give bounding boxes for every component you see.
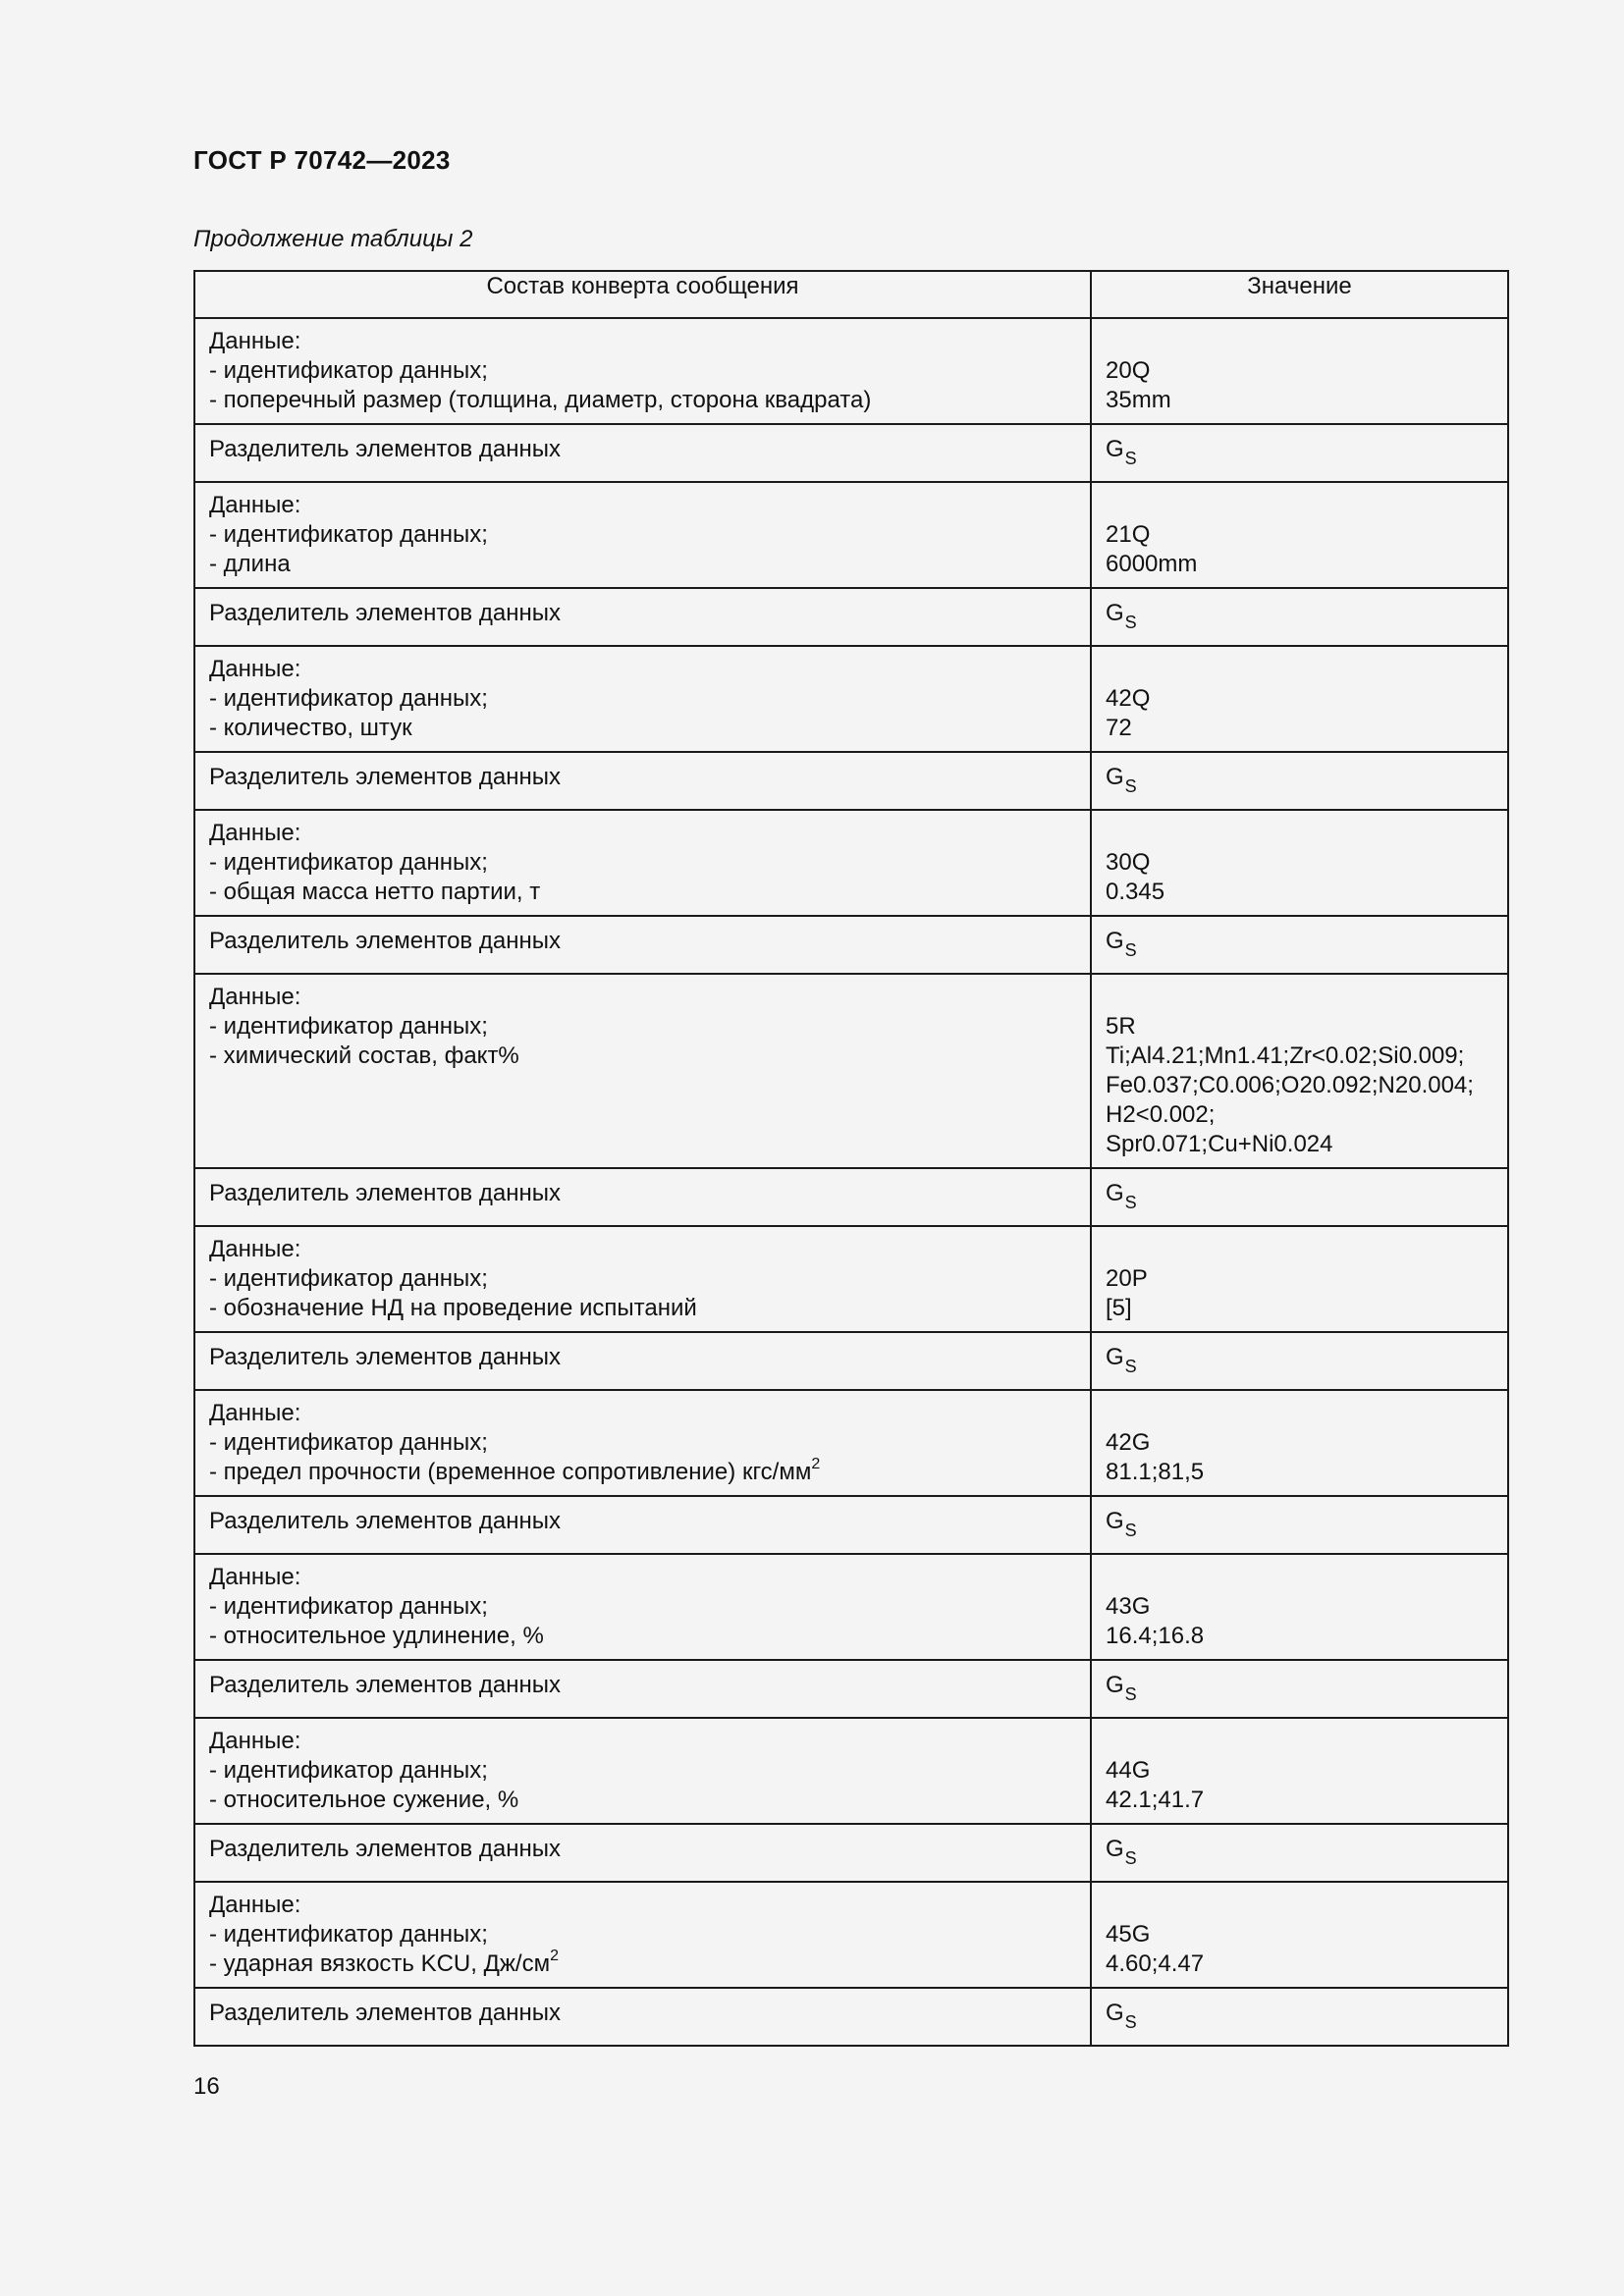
group-separator-subscript: S <box>1124 2012 1137 2032</box>
separator-symbol-cell <box>1091 1332 1508 1390</box>
data-identifier: 5R <box>1106 1013 1136 1040</box>
header-envelope-composition: Состав конверта сообщения <box>194 271 1091 318</box>
group-separator-symbol: G <box>1106 1344 1124 1370</box>
spacer <box>1106 1399 1493 1428</box>
data-value: 42.1;41.7 <box>1106 1787 1205 1813</box>
data-description-cell <box>194 1718 1091 1824</box>
data-identifier: 45G <box>1106 1921 1151 1948</box>
identifier-label: - идентификатор данных; <box>209 1429 488 1456</box>
data-label: Данные: <box>209 1728 301 1754</box>
separator-row <box>194 588 1508 646</box>
spacer <box>1106 1235 1493 1264</box>
group-separator-subscript: S <box>1124 1684 1137 1704</box>
data-value: 6000mm <box>1106 551 1198 577</box>
data-value: 81.1;81,5 <box>1106 1459 1205 1485</box>
data-description-cell <box>194 318 1091 424</box>
separator-row <box>194 424 1508 482</box>
spacer <box>1106 1891 1493 1920</box>
page-number: 16 <box>193 2073 220 2100</box>
data-description-cell <box>194 810 1091 916</box>
spacer <box>1106 819 1493 848</box>
data-label: Данные: <box>209 1892 301 1918</box>
separator-row <box>194 1168 1508 1226</box>
data-value-cell <box>1091 318 1508 424</box>
data-label: Данные: <box>209 820 301 846</box>
group-separator-symbol: G <box>1106 1836 1124 1862</box>
data-description-cell <box>194 1226 1091 1332</box>
identifier-label: - идентификатор данных; <box>209 1921 488 1948</box>
group-separator-symbol: G <box>1106 928 1124 954</box>
separator-row <box>194 1660 1508 1718</box>
data-row <box>194 1390 1508 1496</box>
parameter-name <box>209 1041 1076 1071</box>
data-row <box>194 810 1508 916</box>
parameter-name <box>209 1949 1076 1979</box>
parameter-name <box>209 1294 1076 1323</box>
data-row <box>194 1882 1508 1988</box>
header-value: Значение <box>1091 271 1508 318</box>
data-label: Данные: <box>209 656 301 682</box>
group-separator-subscript: S <box>1124 613 1137 632</box>
data-value: Ti;Al4.21;Mn1.41;Zr<0.02;Si0.009; <box>1106 1042 1465 1069</box>
group-separator-symbol: G <box>1106 1508 1124 1534</box>
table-caption: Продолжение таблицы 2 <box>193 226 473 252</box>
separator-symbol-cell <box>1091 1496 1508 1554</box>
data-description-cell <box>194 974 1091 1168</box>
separator-symbol-cell <box>1091 1824 1508 1882</box>
data-value: 4.60;4.47 <box>1106 1950 1205 1977</box>
data-row <box>194 974 1508 1168</box>
separator-label: Разделитель элементов данных <box>194 916 1091 974</box>
separator-symbol-cell <box>1091 916 1508 974</box>
group-separator-subscript: S <box>1124 940 1137 960</box>
separator-row <box>194 1824 1508 1882</box>
data-label: Данные: <box>209 984 301 1010</box>
message-envelope-table <box>193 270 1509 2047</box>
data-label: Данные: <box>209 328 301 354</box>
group-separator-subscript: S <box>1124 1357 1137 1376</box>
separator-label: Разделитель элементов данных <box>194 752 1091 810</box>
identifier-label: - идентификатор данных; <box>209 685 488 712</box>
data-identifier: 30Q <box>1106 849 1151 876</box>
data-row <box>194 1554 1508 1660</box>
separator-symbol-cell <box>1091 1168 1508 1226</box>
separator-label: Разделитель элементов данных <box>194 1660 1091 1718</box>
data-label: Данные: <box>209 1236 301 1262</box>
group-separator-symbol: G <box>1106 2000 1124 2026</box>
identifier-label: - идентификатор данных; <box>209 1757 488 1784</box>
parameter-text: - относительное удлинение, % <box>209 1623 544 1649</box>
spacer <box>1106 983 1493 1012</box>
unit-superscript: 2 <box>811 1456 821 1472</box>
separator-label: Разделитель элементов данных <box>194 1332 1091 1390</box>
data-label: Данные: <box>209 1400 301 1426</box>
group-separator-symbol: G <box>1106 600 1124 626</box>
separator-label: Разделитель элементов данных <box>194 424 1091 482</box>
data-value: 35mm <box>1106 387 1171 413</box>
group-separator-symbol: G <box>1106 764 1124 790</box>
parameter-name <box>209 386 1076 415</box>
data-identifier: 20Q <box>1106 357 1151 384</box>
parameter-text: - предел прочности (временное сопротивление) кгс/мм <box>209 1459 812 1485</box>
separator-row <box>194 1988 1508 2046</box>
data-identifier: 44G <box>1106 1757 1151 1784</box>
parameter-name <box>209 1458 1076 1487</box>
separator-label: Разделитель элементов данных <box>194 1496 1091 1554</box>
data-identifier: 21Q <box>1106 521 1151 548</box>
identifier-label: - идентификатор данных; <box>209 849 488 876</box>
parameter-text: - обозначение НД на проведение испытаний <box>209 1295 697 1321</box>
spacer <box>1106 327 1493 356</box>
data-value-cell <box>1091 974 1508 1168</box>
data-value-cell <box>1091 1718 1508 1824</box>
data-value-cell <box>1091 810 1508 916</box>
parameter-name <box>209 1786 1076 1815</box>
separator-label: Разделитель элементов данных <box>194 1988 1091 2046</box>
parameter-name <box>209 878 1076 907</box>
group-separator-symbol: G <box>1106 1180 1124 1206</box>
data-description-cell <box>194 646 1091 752</box>
separator-symbol-cell <box>1091 424 1508 482</box>
parameter-text: - количество, штук <box>209 715 412 741</box>
separator-symbol-cell <box>1091 1988 1508 2046</box>
data-value: 72 <box>1106 715 1132 741</box>
parameter-text: - химический состав, факт% <box>209 1042 519 1069</box>
parameter-text: - ударная вязкость KCU, Дж/см <box>209 1950 551 1977</box>
data-value: Spr0.071;Cu+Ni0.024 <box>1106 1131 1333 1157</box>
group-separator-subscript: S <box>1124 1521 1137 1540</box>
data-row <box>194 482 1508 588</box>
data-value: H2<0.002; <box>1106 1101 1216 1128</box>
parameter-text: - относительное сужение, % <box>209 1787 519 1813</box>
spacer <box>1106 1727 1493 1756</box>
data-description-cell <box>194 1882 1091 1988</box>
spacer <box>1106 1563 1493 1592</box>
identifier-label: - идентификатор данных; <box>209 521 488 548</box>
data-value-cell <box>1091 646 1508 752</box>
group-separator-subscript: S <box>1124 449 1137 468</box>
group-separator-subscript: S <box>1124 1193 1137 1212</box>
separator-label: Разделитель элементов данных <box>194 1824 1091 1882</box>
data-value: Fe0.037;C0.006;O20.092;N20.004; <box>1106 1072 1474 1098</box>
data-identifier: 42Q <box>1106 685 1151 712</box>
data-description-cell <box>194 482 1091 588</box>
identifier-label: - идентификатор данных; <box>209 357 488 384</box>
unit-superscript: 2 <box>550 1948 559 1964</box>
data-value: 0.345 <box>1106 879 1165 905</box>
separator-symbol-cell <box>1091 752 1508 810</box>
data-row <box>194 646 1508 752</box>
data-identifier: 43G <box>1106 1593 1151 1620</box>
data-description-cell <box>194 1390 1091 1496</box>
group-separator-symbol: G <box>1106 1672 1124 1698</box>
document-title: ГОСТ Р 70742—2023 <box>193 145 451 175</box>
data-value-cell <box>1091 1390 1508 1496</box>
group-separator-subscript: S <box>1124 776 1137 796</box>
identifier-label: - идентификатор данных; <box>209 1265 488 1292</box>
identifier-label: - идентификатор данных; <box>209 1593 488 1620</box>
data-description-cell <box>194 1554 1091 1660</box>
parameter-name <box>209 550 1076 579</box>
separator-row <box>194 916 1508 974</box>
parameter-text: - поперечный размер (толщина, диаметр, сторона квадрата) <box>209 387 872 413</box>
data-identifier: 20P <box>1106 1265 1148 1292</box>
identifier-label: - идентификатор данных; <box>209 1013 488 1040</box>
data-value: 16.4;16.8 <box>1106 1623 1205 1649</box>
separator-row <box>194 1332 1508 1390</box>
separator-label: Разделитель элементов данных <box>194 588 1091 646</box>
data-identifier: 42G <box>1106 1429 1151 1456</box>
data-row <box>194 1226 1508 1332</box>
parameter-text: - общая масса нетто партии, т <box>209 879 541 905</box>
data-label: Данные: <box>209 1564 301 1590</box>
data-value: [5] <box>1106 1295 1132 1321</box>
group-separator-subscript: S <box>1124 1848 1137 1868</box>
data-label: Данные: <box>209 492 301 518</box>
spacer <box>1106 491 1493 520</box>
separator-row <box>194 1496 1508 1554</box>
separator-symbol-cell <box>1091 1660 1508 1718</box>
data-value-cell <box>1091 1226 1508 1332</box>
separator-symbol-cell <box>1091 588 1508 646</box>
data-row <box>194 1718 1508 1824</box>
data-value-cell <box>1091 1554 1508 1660</box>
separator-label: Разделитель элементов данных <box>194 1168 1091 1226</box>
table-header-row <box>194 271 1508 318</box>
data-value-cell <box>1091 482 1508 588</box>
parameter-text: - длина <box>209 551 291 577</box>
spacer <box>1106 655 1493 684</box>
data-value-cell <box>1091 1882 1508 1988</box>
separator-row <box>194 752 1508 810</box>
parameter-name <box>209 1622 1076 1651</box>
parameter-name <box>209 714 1076 743</box>
data-row <box>194 318 1508 424</box>
group-separator-symbol: G <box>1106 436 1124 462</box>
